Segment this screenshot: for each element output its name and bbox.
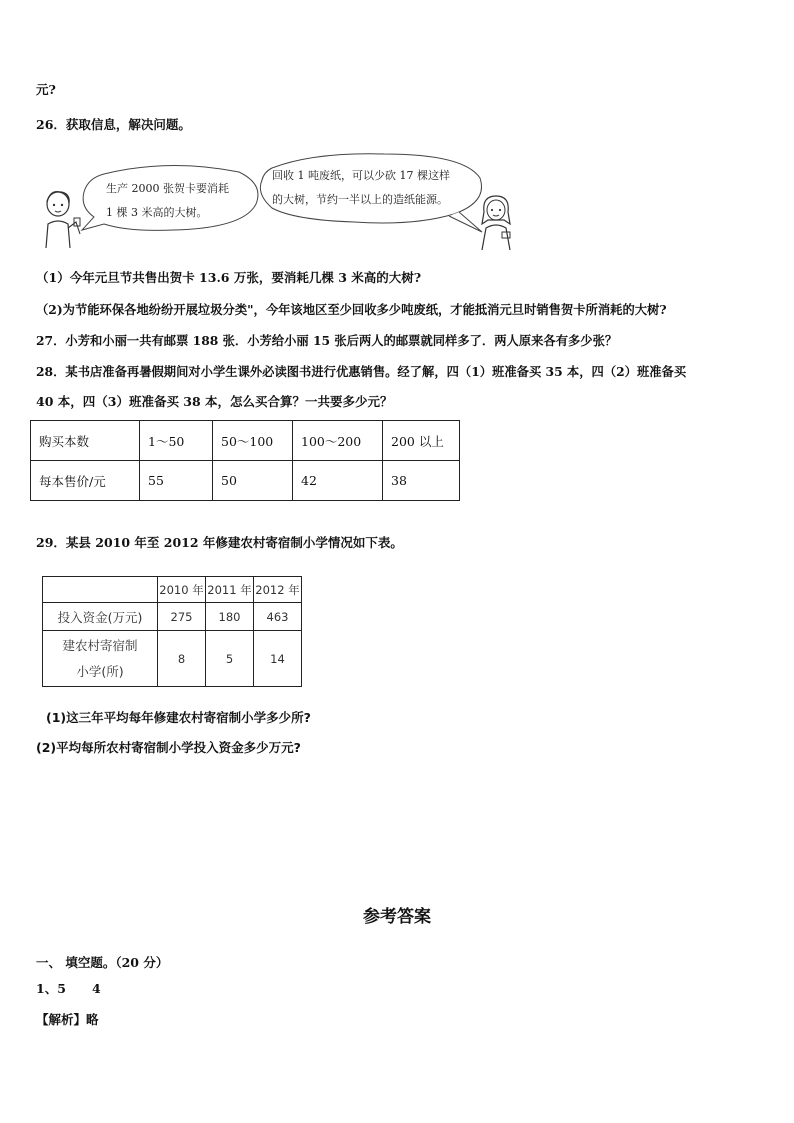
answers-heading: 参考答案 <box>363 907 431 927</box>
q29-title: 29．某县 2010 年至 2012 年修建农村寄宿制小学情况如下表。 <box>36 535 403 550</box>
table-row <box>43 603 302 631</box>
girl-illustration <box>474 192 518 252</box>
q27-text: 27．小芳和小丽一共有邮票 188 张．小芳给小丽 15 张后两人的邮票就同样多了．两人原来各有多少张？ <box>36 333 618 348</box>
table-cell: 100～200 <box>293 421 383 461</box>
left-bubble-line-1: 生产 2000 张贺卡要消耗 <box>106 182 229 195</box>
q28-price-table <box>30 420 460 501</box>
table-cell: 200 以上 <box>383 421 460 461</box>
right-bubble-line-1: 回收 1 吨废纸，可以少砍 17 棵这样 <box>272 169 450 182</box>
table-cell: 55 <box>140 461 213 501</box>
table-row <box>43 631 302 687</box>
table-cell: 275 <box>158 603 206 631</box>
q28-line1: 28．某书店准备再暑假期间对小学生课外必读图书进行优惠销售。经了解，四（1）班准备买 35 本，四（2）班准备买 <box>36 364 687 379</box>
answers-section: 一、 填空题。（20 分） <box>36 955 169 970</box>
table-cell: 42 <box>293 461 383 501</box>
q26-sub1: （1）今年元旦节共售出贺卡 13.6 万张，要消耗几棵 3 米高的大树? <box>36 270 422 285</box>
left-bubble-line-2: 1 棵 3 米高的大树。 <box>106 206 208 219</box>
table-cell: 2011 年 <box>206 577 254 603</box>
table-cell: 463 <box>254 603 302 631</box>
table-cell: 14 <box>254 631 302 687</box>
left-speech-bubble <box>74 162 264 242</box>
table-row <box>43 577 302 603</box>
row-label-line-1: 建农村寄宿制 <box>62 637 138 653</box>
q26-sub2: （2)为节能环保各地纷纷开展垃圾分类"，今年该地区至少回收多少吨废纸，才能抵消元旦时销售贺卡所消耗的大树? <box>36 302 667 317</box>
table-cell: 8 <box>158 631 206 687</box>
table-row <box>31 461 460 501</box>
q25-tail: 元? <box>36 82 56 97</box>
q29-school-table <box>42 576 302 687</box>
table-cell: 投入资金(万元) <box>43 603 158 631</box>
table-cell: 180 <box>206 603 254 631</box>
table-cell: 2010 年 <box>158 577 206 603</box>
table-cell: 50 <box>213 461 293 501</box>
q29-sub1: (1)这三年平均每年修建农村寄宿制小学多少所? <box>46 710 311 725</box>
q29-sub2: (2)平均每所农村寄宿制小学投入资金多少万元? <box>36 740 301 755</box>
q26-title: 26．获取信息，解决问题。 <box>36 117 191 132</box>
answer-1: 1、5 4 <box>36 981 101 996</box>
row-label-line-2: 小学(所) <box>76 663 124 679</box>
table-cell: 5 <box>206 631 254 687</box>
q28-line2: 40 本，四（3）班准备买 38 本，怎么买合算？一共要多少元？ <box>36 394 393 409</box>
table-cell <box>43 577 158 603</box>
table-cell: 1～50 <box>140 421 213 461</box>
table-cell: 38 <box>383 461 460 501</box>
table-row <box>31 421 460 461</box>
table-cell <box>43 631 158 687</box>
table-cell: 购买本数 <box>31 421 140 461</box>
table-cell: 2012 年 <box>254 577 302 603</box>
table-cell: 50～100 <box>213 421 293 461</box>
answer-analysis: 【解析】略 <box>36 1012 99 1027</box>
right-bubble-line-2: 的大树，节约一半以上的造纸能源。 <box>272 193 448 206</box>
table-cell: 每本售价/元 <box>31 461 140 501</box>
